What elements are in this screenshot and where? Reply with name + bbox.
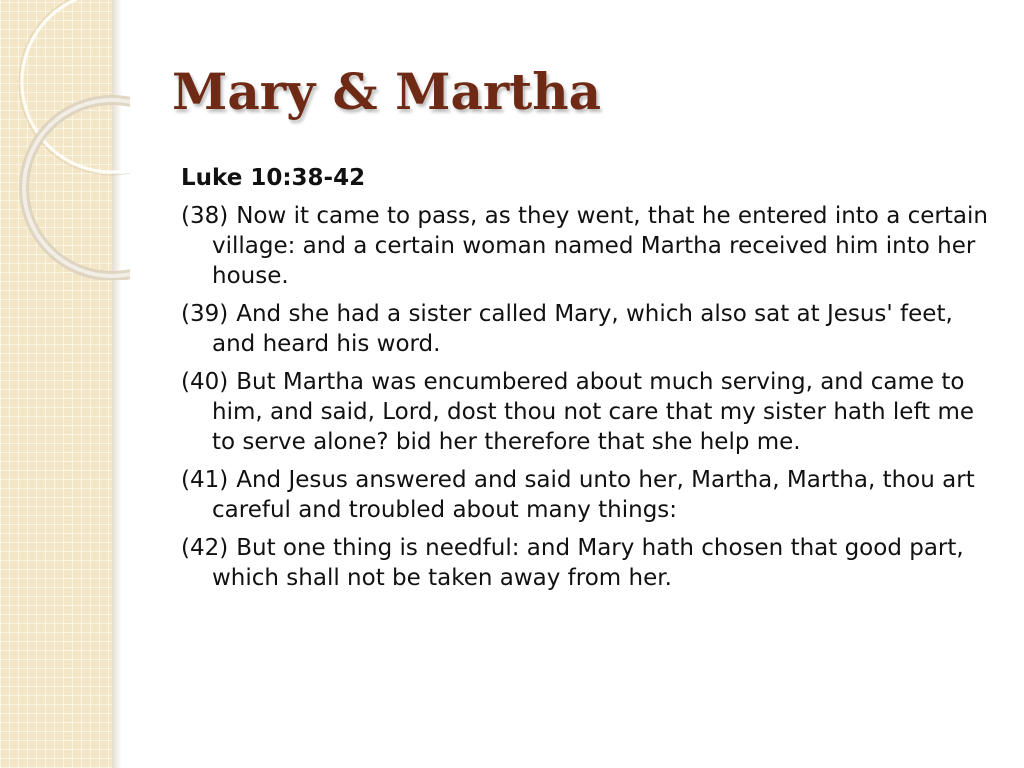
verse-text: And Jesus answered and said unto her, Martha, Martha, thou art careful and troubled about many things: (212, 467, 975, 523)
verse-number: (42) (181, 535, 229, 561)
verse-text: Now it came to pass, as they went, that he entered into a certain village: and a certain woman named Martha received him into her house. (212, 203, 988, 289)
verse-42 (181, 533, 996, 593)
verse-text: But Martha was encumbered about much serving, and came to him, and said, Lord, dost thou not care that my sister hath left me to serve alone? bid her therefore that she help me. (212, 369, 975, 455)
decorative-ring-lower-highlight (24, 100, 130, 276)
scripture-reference: Luke 10:38-42 (181, 165, 366, 191)
verse-text: And she had a sister called Mary, which also sat at Jesus' feet, and heard his word. (212, 301, 953, 357)
verse-41 (181, 465, 996, 525)
decorative-ring-lower (24, 100, 130, 276)
verse-number: (40) (181, 369, 229, 395)
slide-content (181, 163, 996, 601)
verse-number: (41) (181, 467, 229, 493)
slide-title: Mary & Martha (172, 62, 602, 121)
verse-number: (39) (181, 301, 229, 327)
verse-40 (181, 367, 996, 457)
decorative-rings (0, 0, 130, 280)
verse-38 (181, 201, 996, 291)
verse-number: (38) (181, 203, 229, 229)
verse-39 (181, 299, 996, 359)
verse-text: But one thing is needful: and Mary hath chosen that good part, which shall not be taken away from her. (212, 535, 964, 591)
